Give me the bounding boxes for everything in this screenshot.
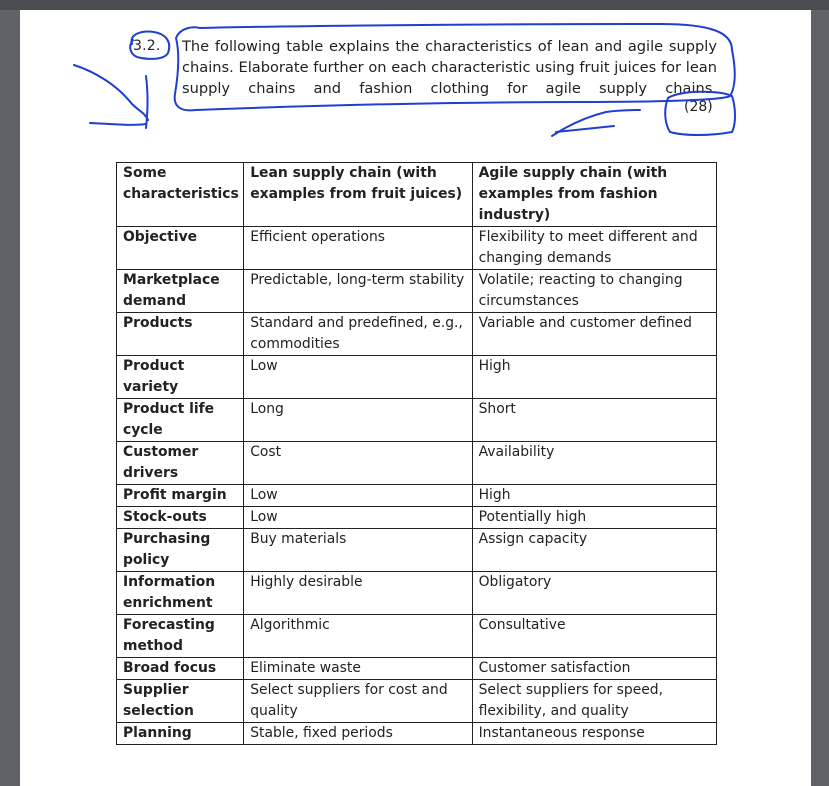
row-characteristic: Marketplace demand — [117, 270, 244, 313]
row-agile-value: Instantaneous response — [472, 723, 716, 745]
row-lean-value: Low — [244, 356, 472, 399]
table-row — [117, 485, 717, 507]
table-row — [117, 442, 717, 485]
question-number: 3.2. — [133, 38, 161, 54]
row-agile-value: Obligatory — [472, 572, 716, 615]
row-characteristic: Products — [117, 313, 244, 356]
row-characteristic: Product life cycle — [117, 399, 244, 442]
row-characteristic: Planning — [117, 723, 244, 745]
row-characteristic: Supplier selection — [117, 680, 244, 723]
row-lean-value: Eliminate waste — [244, 658, 472, 680]
row-agile-value: Consultative — [472, 615, 716, 658]
row-agile-value: High — [472, 356, 716, 399]
row-lean-value: Low — [244, 485, 472, 507]
row-agile-value: Flexibility to meet different and changing demands — [472, 227, 716, 270]
characteristics-table — [116, 162, 717, 745]
ink-arrow-left-tail — [90, 123, 146, 125]
row-lean-value: Long — [244, 399, 472, 442]
row-lean-value: Standard and predefined, e.g., commodities — [244, 313, 472, 356]
row-lean-value: Algorithmic — [244, 615, 472, 658]
header-characteristics: Some characteristics — [117, 163, 244, 227]
table-header-row — [117, 163, 717, 227]
table-row — [117, 399, 717, 442]
row-characteristic: Product variety — [117, 356, 244, 399]
row-agile-value: Variable and customer defined — [472, 313, 716, 356]
viewer-top-bar — [0, 0, 829, 10]
table-row — [117, 227, 717, 270]
row-characteristic: Forecasting method — [117, 615, 244, 658]
table-row — [117, 615, 717, 658]
row-agile-value: Select suppliers for speed, flexibility, and quality — [472, 680, 716, 723]
row-agile-value: Potentially high — [472, 507, 716, 529]
row-agile-value: Short — [472, 399, 716, 442]
question-marks: (28) — [684, 99, 713, 115]
row-lean-value: Predictable, long-term stability — [244, 270, 472, 313]
row-lean-value: Low — [244, 507, 472, 529]
ink-arrow-marks — [552, 110, 640, 136]
table-row — [117, 313, 717, 356]
row-characteristic: Customer drivers — [117, 442, 244, 485]
row-characteristic: Profit margin — [117, 485, 244, 507]
row-characteristic: Stock-outs — [117, 507, 244, 529]
table-row — [117, 507, 717, 529]
row-lean-value: Highly desirable — [244, 572, 472, 615]
row-lean-value: Buy materials — [244, 529, 472, 572]
ink-bracket-left — [146, 76, 148, 128]
table-row — [117, 658, 717, 680]
document-page — [20, 10, 811, 786]
row-characteristic: Broad focus — [117, 658, 244, 680]
question-text: The following table explains the characteristics of lean and agile supply chains. Elaborate further on each characteristic using fruit juices for lean supply chains and fashion clothing for agile supply chains. — [182, 38, 717, 97]
row-characteristic: Objective — [117, 227, 244, 270]
row-lean-value: Select suppliers for cost and quality — [244, 680, 472, 723]
row-agile-value: Assign capacity — [472, 529, 716, 572]
row-characteristic: Purchasing policy — [117, 529, 244, 572]
ink-arrow-left — [74, 65, 148, 120]
row-agile-value: Availability — [472, 442, 716, 485]
row-lean-value: Stable, fixed periods — [244, 723, 472, 745]
row-agile-value: Customer satisfaction — [472, 658, 716, 680]
table-row — [117, 680, 717, 723]
header-agile: Agile supply chain (with examples from fashion industry) — [472, 163, 716, 227]
table-row — [117, 529, 717, 572]
row-agile-value: High — [472, 485, 716, 507]
ink-arrow-marks-head — [556, 126, 614, 132]
row-lean-value: Cost — [244, 442, 472, 485]
table-row — [117, 723, 717, 745]
table-row — [117, 356, 717, 399]
row-characteristic: Information enrichment — [117, 572, 244, 615]
row-lean-value: Efficient operations — [244, 227, 472, 270]
header-lean: Lean supply chain (with examples from fruit juices) — [244, 163, 472, 227]
table-row — [117, 572, 717, 615]
row-agile-value: Volatile; reacting to changing circumstances — [472, 270, 716, 313]
table-row — [117, 270, 717, 313]
